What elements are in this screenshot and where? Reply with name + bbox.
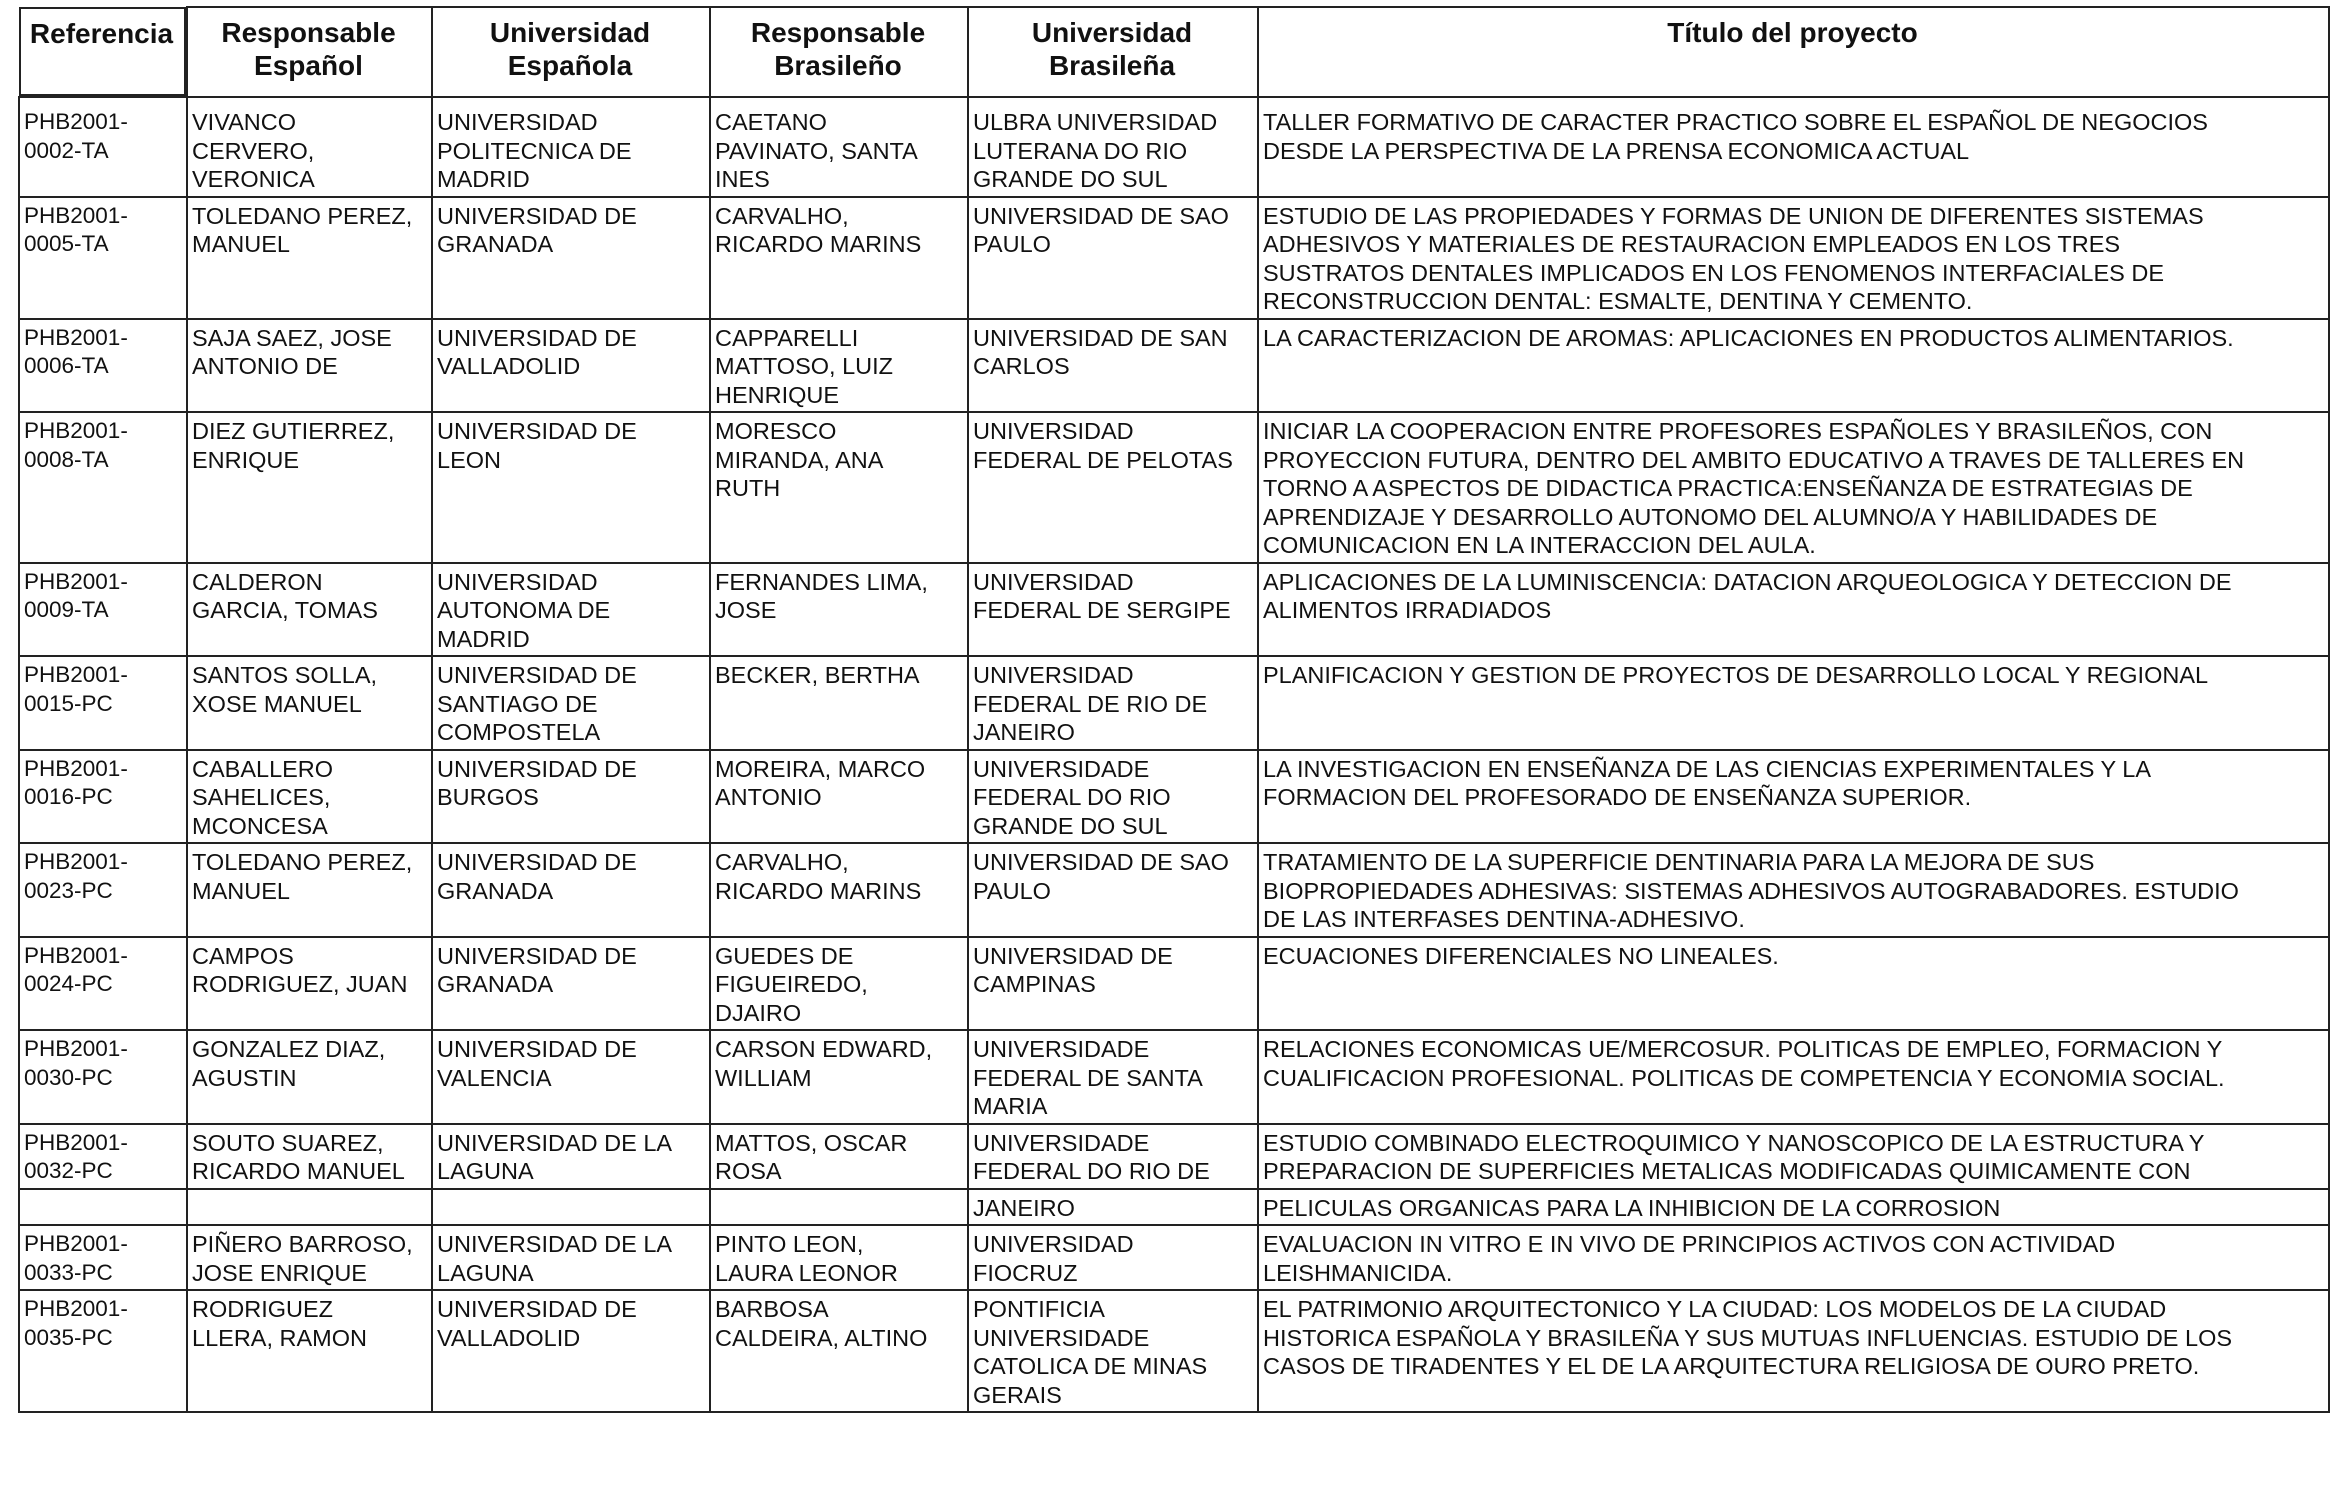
referencia-cell (19, 319, 187, 413)
cell-text: PHB2001- 0023-PC (24, 849, 128, 903)
responsable-brasileno-cell (710, 656, 968, 750)
cell-text: SANTOS SOLLA, XOSE MANUEL (192, 662, 378, 717)
responsable-espanol-cell (187, 1030, 432, 1124)
cell-text: CARVALHO, RICARDO MARINS (715, 849, 922, 904)
cell-text: CARSON EDWARD, WILLIAM (715, 1036, 933, 1091)
titulo-proyecto-cell (1258, 1124, 2329, 1189)
cell-text: BARBOSA CALDEIRA, ALTINO (715, 1296, 928, 1351)
titulo-proyecto-cell (1258, 319, 2329, 413)
universidad-espanola-cell (432, 412, 710, 563)
titulo-proyecto-cell (1258, 1189, 2329, 1226)
table-body (19, 97, 2329, 1412)
responsable-espanol-cell (187, 1189, 432, 1226)
cell-text: UNIVERSIDAD DE GRANADA (437, 942, 637, 997)
cell-text: ULBRA UNIVERSIDAD LUTERANA DO RIO GRANDE DO SUL (973, 109, 1218, 192)
cell-text: UNIVERSIDAD DE BURGOS (437, 755, 637, 810)
cell-text: PIÑERO BARROSO, JOSE ENRIQUE (192, 1231, 413, 1286)
cell-text: GUEDES DE FIGUEIREDO, DJAIRO (715, 942, 868, 1026)
universidad-espanola-cell (432, 1189, 710, 1226)
cell-text: BECKER, BERTHA (715, 662, 920, 688)
titulo-proyecto-cell (1258, 197, 2329, 319)
cell-text: EVALUACION IN VITRO E IN VIVO DE PRINCIPIOS ACTIVOS CON ACTIVIDAD LEISHMANICIDA. (1263, 1231, 2116, 1286)
cell-text: EL PATRIMONIO ARQUITECTONICO Y LA CIUDAD: LOS MODELOS DE LA CIUDAD HISTORICA ESPAÑOLA Y BRASILEÑA Y SUS MUTUAS INFLUENCIAS. ESTUDIO DE LOS CASOS DE TIRADENTES Y EL DE LA ARQUITECTURA RELIGIOSA DE OURO PRETO. (1263, 1296, 2233, 1379)
table-row (19, 1124, 2329, 1189)
responsable-brasileno-cell (710, 97, 968, 197)
cell-text: PINTO LEON, LAURA LEONOR (715, 1231, 898, 1286)
titulo-proyecto-cell (1258, 1030, 2329, 1124)
referencia-cell (19, 1189, 187, 1226)
cell-text: PELICULAS ORGANICAS PARA LA INHIBICION DE LA CORROSION (1263, 1194, 2001, 1221)
cell-text: CARVALHO, RICARDO MARINS (715, 202, 922, 257)
referencia-cell (19, 1030, 187, 1124)
cell-text: PHB2001- 0030-PC (24, 1036, 128, 1090)
header-responsable-brasileno: Responsable Brasileño (710, 7, 968, 97)
titulo-proyecto-cell (1258, 1225, 2329, 1290)
cell-text: UNIVERSIDAD DE GRANADA (437, 849, 637, 904)
cell-text: UNIVERSIDAD DE VALLADOLID (437, 1296, 637, 1351)
cell-text: UNIVERSIDAD DE SAO PAULO (973, 202, 1229, 257)
universidad-brasilena-cell (968, 563, 1258, 657)
universidad-brasilena-cell (968, 412, 1258, 563)
referencia-cell (19, 563, 187, 657)
cell-text: UNIVERSIDAD DE SAN CARLOS (973, 324, 1228, 379)
cell-text: VIVANCO CERVERO, VERONICA (192, 109, 315, 192)
cell-text: ECUACIONES DIFERENCIALES NO LINEALES. (1263, 942, 1779, 969)
cell-text: PHB2001- 0006-TA (24, 324, 128, 378)
responsable-brasileno-cell (710, 412, 968, 563)
referencia-cell (19, 937, 187, 1031)
universidad-brasilena-cell (968, 1030, 1258, 1124)
cell-text: CABALLERO SAHELICES, MCONCESA (192, 755, 334, 839)
responsable-brasileno-cell (710, 750, 968, 844)
cell-text: APLICACIONES DE LA LUMINISCENCIA: DATACION ARQUEOLOGICA Y DETECCION DE ALIMENTOS IRRADIADOS (1263, 568, 2232, 623)
cell-text: UNIVERSIDAD DE SAO PAULO (973, 849, 1229, 904)
table-row (19, 1189, 2329, 1226)
cell-text: UNIVERSIDAD DE SANTIAGO DE COMPOSTELA (437, 662, 637, 745)
cell-text: PHB2001- 0016-PC (24, 755, 128, 809)
referencia-cell (19, 197, 187, 319)
responsable-espanol-cell (187, 412, 432, 563)
cell-text: CAETANO PAVINATO, SANTA INES (715, 109, 918, 192)
table-row (19, 1290, 2329, 1412)
header-titulo-proyecto: Título del proyecto (1258, 7, 2329, 97)
document-page (18, 6, 2328, 1413)
referencia-cell (19, 412, 187, 563)
titulo-proyecto-cell (1258, 656, 2329, 750)
universidad-espanola-cell (432, 843, 710, 937)
cell-text: ESTUDIO COMBINADO ELECTROQUIMICO Y NANOSCOPICO DE LA ESTRUCTURA Y PREPARACION DE SUPERFICIES METALICAS MODIFICADAS QUIMICAMENTE CON (1263, 1129, 2205, 1184)
cell-text: MATTOS, OSCAR ROSA (715, 1129, 908, 1184)
responsable-brasileno-cell (710, 937, 968, 1031)
cell-text: PHB2001- 0009-TA (24, 568, 128, 622)
cell-text: UNIVERSIDAD DE CAMPINAS (973, 942, 1173, 997)
table-row (19, 1225, 2329, 1290)
cell-text: PHB2001- 0035-PC (24, 1296, 128, 1350)
cell-text: MORESCO MIRANDA, ANA RUTH (715, 418, 884, 501)
responsable-brasileno-cell (710, 1225, 968, 1290)
universidad-espanola-cell (432, 937, 710, 1031)
universidad-brasilena-cell (968, 197, 1258, 319)
responsable-brasileno-cell (710, 1290, 968, 1412)
responsable-brasileno-cell (710, 843, 968, 937)
responsable-brasileno-cell (710, 1124, 968, 1189)
titulo-proyecto-cell (1258, 563, 2329, 657)
table-row (19, 1030, 2329, 1124)
universidad-brasilena-cell (968, 750, 1258, 844)
header-responsable-espanol: Responsable Español (187, 7, 432, 97)
responsable-brasileno-cell (710, 1030, 968, 1124)
cell-text: UNIVERSIDAD DE VALLADOLID (437, 324, 637, 379)
responsable-espanol-cell (187, 563, 432, 657)
cell-text: CAPPARELLI MATTOSO, LUIZ HENRIQUE (715, 324, 894, 408)
cell-text: PHB2001- 0005-TA (24, 202, 128, 256)
universidad-brasilena-cell (968, 1124, 1258, 1189)
titulo-proyecto-cell (1258, 937, 2329, 1031)
table-row (19, 937, 2329, 1031)
responsable-brasileno-cell (710, 1189, 968, 1226)
responsable-espanol-cell (187, 97, 432, 197)
universidad-brasilena-cell (968, 843, 1258, 937)
cell-text: UNIVERSIDAD FEDERAL DE PELOTAS (973, 418, 1233, 473)
titulo-proyecto-cell (1258, 1290, 2329, 1412)
responsable-espanol-cell (187, 1290, 432, 1412)
universidad-brasilena-cell (968, 1290, 1258, 1412)
universidad-espanola-cell (432, 750, 710, 844)
table-row (19, 563, 2329, 657)
cell-text: PHB2001- 0015-PC (24, 662, 128, 716)
universidad-espanola-cell (432, 319, 710, 413)
responsable-espanol-cell (187, 843, 432, 937)
cell-text: PHB2001- 0032-PC (24, 1129, 128, 1183)
table-row (19, 412, 2329, 563)
cell-text: UNIVERSIDADE FEDERAL DO RIO GRANDE DO SUL (973, 755, 1171, 839)
cell-text: UNIVERSIDAD DE LA LAGUNA (437, 1129, 673, 1184)
cell-text: UNIVERSIDAD FEDERAL DE SERGIPE (973, 568, 1231, 623)
titulo-proyecto-cell (1258, 97, 2329, 197)
referencia-cell (19, 843, 187, 937)
cell-text: TALLER FORMATIVO DE CARACTER PRACTICO SOBRE EL ESPAÑOL DE NEGOCIOS DESDE LA PERSPECTIVA DE LA PRENSA ECONOMICA ACTUAL (1263, 109, 2208, 164)
cell-text: CAMPOS RODRIGUEZ, JUAN (192, 942, 408, 997)
universidad-brasilena-cell (968, 97, 1258, 197)
cell-text: RODRIGUEZ LLERA, RAMON (192, 1296, 367, 1351)
cell-text: DIEZ GUTIERREZ, ENRIQUE (192, 418, 395, 473)
universidad-espanola-cell (432, 1030, 710, 1124)
referencia-cell (19, 1124, 187, 1189)
header-referencia: Referencia (19, 7, 186, 96)
cell-text: SOUTO SUAREZ, RICARDO MANUEL (192, 1129, 405, 1184)
header-universidad-brasilena: Universidad Brasileña (968, 7, 1258, 97)
table-header-row (19, 7, 2329, 97)
referencia-cell (19, 750, 187, 844)
universidad-espanola-cell (432, 1225, 710, 1290)
cell-text: UNIVERSIDAD FEDERAL DE RIO DE JANEIRO (973, 662, 1208, 745)
table-row (19, 750, 2329, 844)
cell-text: GONZALEZ DIAZ, AGUSTIN (192, 1036, 386, 1091)
cell-text: UNIVERSIDAD AUTONOMA DE MADRID (437, 568, 611, 652)
responsable-brasileno-cell (710, 563, 968, 657)
projects-table (18, 6, 2330, 1413)
responsable-espanol-cell (187, 750, 432, 844)
responsable-espanol-cell (187, 937, 432, 1031)
cell-text: UNIVERSIDADE FEDERAL DE SANTA MARIA (973, 1036, 1203, 1119)
table-row (19, 319, 2329, 413)
cell-text: SAJA SAEZ, JOSE ANTONIO DE (192, 324, 392, 379)
table-row (19, 197, 2329, 319)
cell-text: PLANIFICACION Y GESTION DE PROYECTOS DE DESARROLLO LOCAL Y REGIONAL (1263, 662, 2209, 688)
cell-text: PHB2001- 0008-TA (24, 418, 128, 472)
table-row (19, 843, 2329, 937)
universidad-espanola-cell (432, 563, 710, 657)
cell-text: UNIVERSIDAD FIOCRUZ (973, 1231, 1134, 1286)
cell-text: CALDERON GARCIA, TOMAS (192, 568, 378, 623)
cell-text: RELACIONES ECONOMICAS UE/MERCOSUR. POLITICAS DE EMPLEO, FORMACION Y CUALIFICACION PROFESIONAL. POLITICAS DE COMPETENCIA Y ECONOMIA SOCIAL. (1263, 1036, 2225, 1091)
cell-text: LA CARACTERIZACION DE AROMAS: APLICACIONES EN PRODUCTOS ALIMENTARIOS. (1263, 324, 2234, 351)
cell-text: UNIVERSIDAD DE LA LAGUNA (437, 1231, 673, 1286)
universidad-brasilena-cell (968, 1225, 1258, 1290)
cell-text: PONTIFICIA UNIVERSIDADE CATOLICA DE MINAS GERAIS (973, 1296, 1208, 1408)
cell-text: JANEIRO (973, 1194, 1075, 1221)
universidad-espanola-cell (432, 197, 710, 319)
responsable-espanol-cell (187, 319, 432, 413)
cell-text: UNIVERSIDAD DE LEON (437, 418, 637, 473)
responsable-espanol-cell (187, 197, 432, 319)
cell-text: LA INVESTIGACION EN ENSEÑANZA DE LAS CIENCIAS EXPERIMENTALES Y LA FORMACION DEL PROFESORADO DE ENSEÑANZA SUPERIOR. (1263, 755, 2152, 810)
cell-text: PHB2001- 0033-PC (24, 1231, 128, 1285)
responsable-espanol-cell (187, 1225, 432, 1290)
cell-text: FERNANDES LIMA, JOSE (715, 568, 928, 623)
referencia-cell (19, 97, 187, 197)
cell-text: ESTUDIO DE LAS PROPIEDADES Y FORMAS DE UNION DE DIFERENTES SISTEMAS ADHESIVOS Y MATERIALES DE RESTAURACION EMPLEADOS EN LOS TRES SUSTRATOS DENTALES IMPLICADOS EN LOS FENOMENOS INTERFACIALES DE RECONSTRUCCION DENTAL: ESMALTE, DENTINA Y CEMENTO. (1263, 202, 2204, 314)
responsable-espanol-cell (187, 656, 432, 750)
responsable-espanol-cell (187, 1124, 432, 1189)
universidad-espanola-cell (432, 97, 710, 197)
universidad-espanola-cell (432, 1124, 710, 1189)
referencia-cell (19, 656, 187, 750)
universidad-espanola-cell (432, 1290, 710, 1412)
universidad-brasilena-cell (968, 937, 1258, 1031)
header-universidad-espanola: Universidad Española (432, 7, 710, 97)
cell-text: INICIAR LA COOPERACION ENTRE PROFESORES ESPAÑOLES Y BRASILEÑOS, CON PROYECCION FUTURA, DENTRO DEL AMBITO EDUCATIVO A TRAVES DE TALLERES EN TORNO A ASPECTOS DE DIDACTICA PRACTICA:ENSEÑANZA DE ESTRATEGIAS DE APRENDIZAJE Y DESARROLLO AUTONOMO DEL ALUMNO/A Y HABILIDADES DE COMUNICACION EN LA INTERACCION DEL AULA. (1263, 418, 2245, 558)
cell-text: TOLEDANO PEREZ, MANUEL (192, 849, 413, 904)
universidad-brasilena-cell (968, 1189, 1258, 1226)
cell-text: PHB2001- 0024-PC (24, 942, 128, 996)
titulo-proyecto-cell (1258, 412, 2329, 563)
cell-text: UNIVERSIDAD POLITECNICA DE MADRID (437, 109, 632, 192)
table-row (19, 97, 2329, 197)
cell-text: TRATAMIENTO DE LA SUPERFICIE DENTINARIA PARA LA MEJORA DE SUS BIOPROPIEDADES ADHESIVAS: SISTEMAS ADHESIVOS AUTOGRABADORES. ESTUDIO DE LAS INTERFASES DENTINA-ADHESIVO. (1263, 849, 2239, 932)
titulo-proyecto-cell (1258, 843, 2329, 937)
cell-text: PHB2001- 0002-TA (24, 109, 128, 163)
responsable-brasileno-cell (710, 197, 968, 319)
cell-text: UNIVERSIDAD DE VALENCIA (437, 1036, 637, 1091)
referencia-cell (19, 1290, 187, 1412)
cell-text: MOREIRA, MARCO ANTONIO (715, 755, 926, 810)
universidad-brasilena-cell (968, 319, 1258, 413)
universidad-brasilena-cell (968, 656, 1258, 750)
responsable-brasileno-cell (710, 319, 968, 413)
referencia-cell (19, 1225, 187, 1290)
universidad-espanola-cell (432, 656, 710, 750)
titulo-proyecto-cell (1258, 750, 2329, 844)
cell-text: UNIVERSIDADE FEDERAL DO RIO DE (973, 1129, 1210, 1184)
table-row (19, 656, 2329, 750)
cell-text: UNIVERSIDAD DE GRANADA (437, 202, 637, 257)
cell-text: TOLEDANO PEREZ, MANUEL (192, 202, 413, 257)
